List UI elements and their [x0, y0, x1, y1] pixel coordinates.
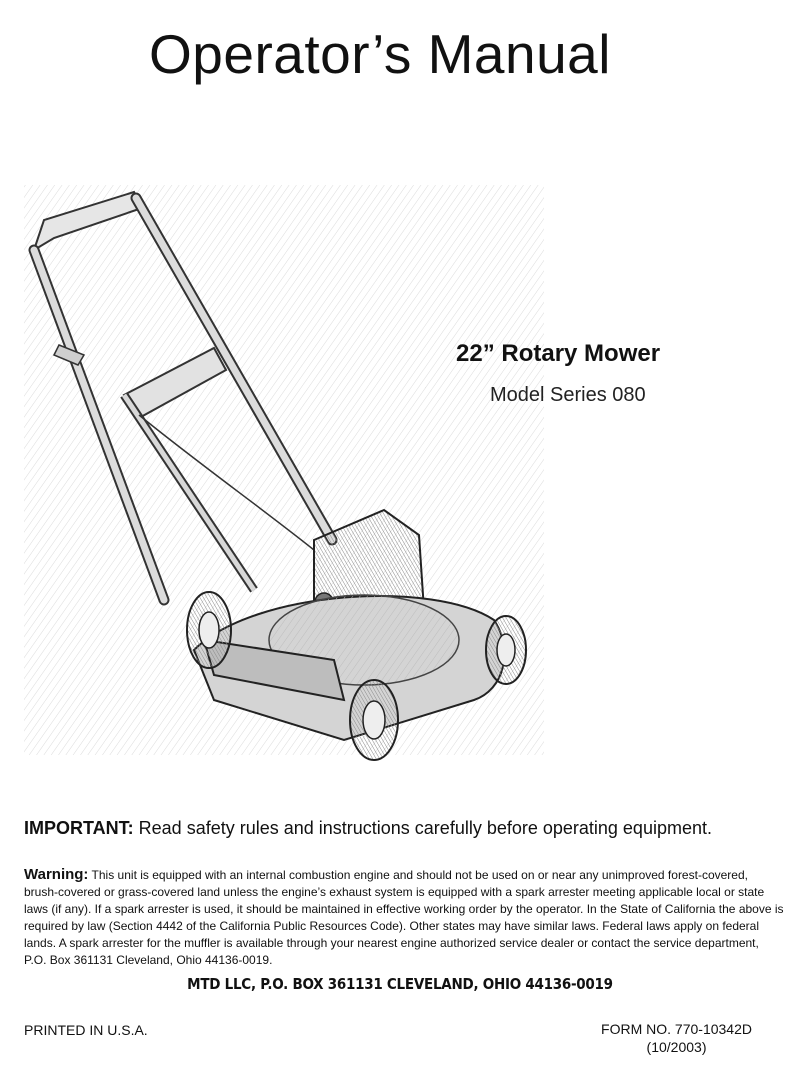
form-date: (10/2003): [646, 1039, 707, 1055]
important-notice: [24, 818, 784, 839]
printed-in: PRINTED IN U.S.A.: [24, 1022, 148, 1038]
model-series: Model Series 080: [490, 384, 646, 406]
company-address: MTD LLC, P.O. BOX 361131 CLEVELAND, OHIO 44136-0019: [187, 975, 613, 993]
warning-notice: [24, 866, 784, 969]
product-name: 22” Rotary Mower: [456, 340, 661, 367]
form-number: [601, 1020, 752, 1056]
manual-title: Operator’s Manual: [149, 23, 611, 85]
important-label: IMPORTANT:: [24, 818, 134, 838]
warning-label: Warning:: [24, 866, 89, 883]
warning-text: This unit is equipped with an internal combustion engine and should not be used on or near any unimproved forest-covered, brush-covered or grass-covered land unless the engine’s exhaust system is equipped with a spark arrester meeting applicable local or state laws (if any). If a spark arrester is used, it should be maintained in effective working order by the operator. In the State of California the above is required by law (Section 4442 of the California Public Resources Code). Other states may have similar laws. Federal laws apply on federal lands. A spark arrester for the muffler is available through your nearest engine authorized service dealer or contact the service department, P.O. Box 361131 Cleveland, Ohio 44136-0019.: [24, 868, 784, 967]
form-number-text: FORM NO. 770-10342D: [601, 1021, 752, 1037]
important-text: Read safety rules and instructions carefully before operating equipment.: [133, 818, 712, 838]
lawn-mower-illustration: [14, 180, 554, 780]
